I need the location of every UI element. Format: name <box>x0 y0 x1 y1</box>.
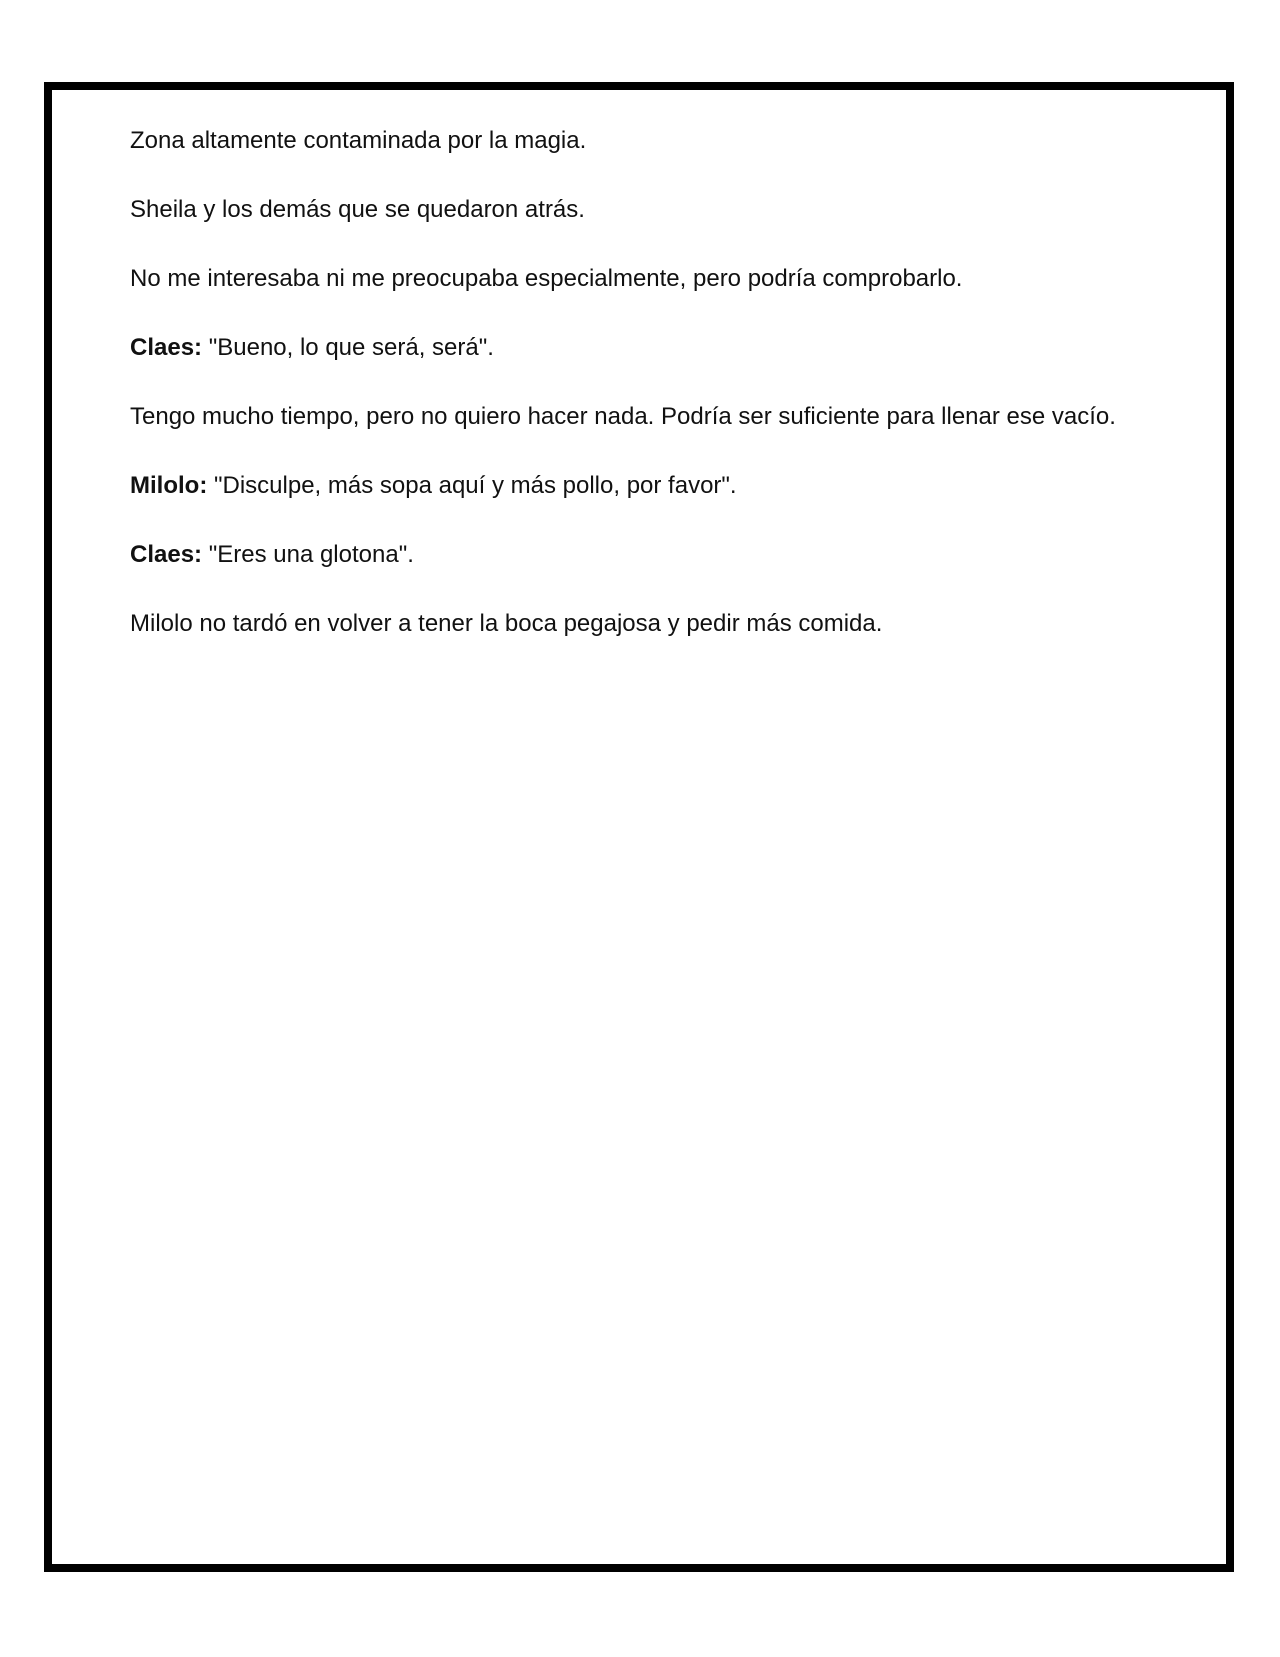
dialogue-line <box>130 471 1166 501</box>
paragraph <box>130 264 1166 294</box>
dialogue-text: "Disculpe, más sopa aquí y más pollo, por favor". <box>207 472 737 499</box>
paragraph-text: Tengo mucho tiempo, pero no quiero hacer nada. Podría ser suficiente para llenar ese vacío. <box>130 403 1116 430</box>
paragraph-text: Milolo no tardó en volver a tener la boca pegajosa y pedir más comida. <box>130 610 883 637</box>
speaker-name: Claes: <box>130 334 203 361</box>
dialogue-line <box>130 540 1166 570</box>
text-body <box>130 126 1166 678</box>
dialogue-text: "Bueno, lo que será, será". <box>202 334 494 361</box>
paragraph-text: Zona altamente contaminada por la magia. <box>130 127 587 154</box>
page-frame <box>44 82 1234 1572</box>
speaker-name: Claes: <box>130 541 203 568</box>
paragraph-text: No me interesaba ni me preocupaba especialmente, pero podría comprobarlo. <box>130 265 963 292</box>
paragraph <box>130 609 1166 639</box>
paragraph-text: Sheila y los demás que se quedaron atrás. <box>130 196 585 223</box>
paragraph <box>130 126 1166 156</box>
dialogue-text: "Eres una glotona". <box>202 541 414 568</box>
paragraph <box>130 195 1166 225</box>
dialogue-line <box>130 333 1166 363</box>
paragraph <box>130 402 1166 432</box>
speaker-name: Milolo: <box>130 472 208 499</box>
